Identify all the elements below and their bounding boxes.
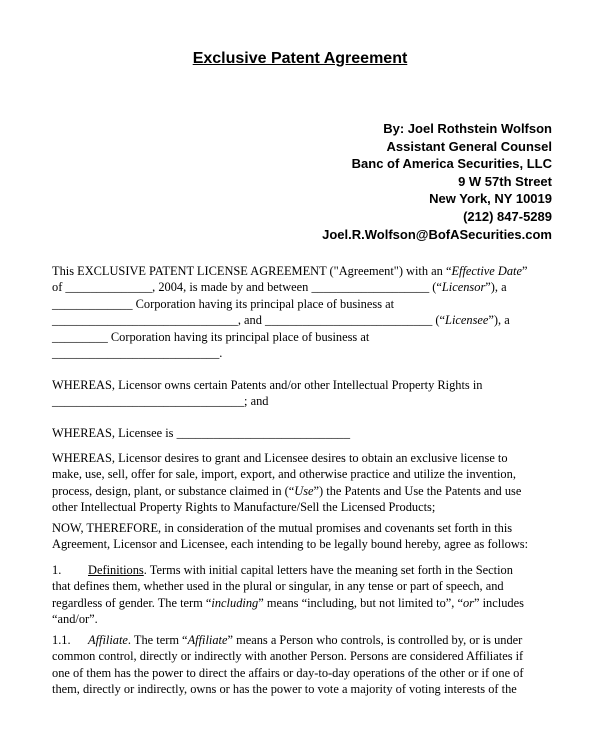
now-therefore-line: NOW, THEREFORE, in consideration of the mutual promises and covenants set forth in this <box>52 521 513 535</box>
section-line: 1.1. Affiliate. The term “Affiliate” means a Person who controls, is controlled by, or is under <box>52 633 523 647</box>
intro-paragraph <box>52 263 562 361</box>
now-therefore-paragraph <box>52 520 562 553</box>
section-heading: Definitions <box>88 563 144 577</box>
section-definitions <box>52 562 562 628</box>
whereas-line: WHEREAS, Licensor desires to grant and Licensee desires to obtain an exclusive license to <box>52 451 508 465</box>
section-line: “and/or”. <box>52 612 98 627</box>
section-line: them, directly or indirectly, owns or has the power to vote a majority of voting interests of the <box>52 682 517 697</box>
intro-line: ______________________________, and ___________________________ (“Licensee”), a <box>52 313 510 328</box>
document-title: Exclusive Patent Agreement <box>192 50 408 67</box>
whereas-paragraph-2 <box>52 425 562 441</box>
whereas-line: make, use, sell, offer for sale, import, export, and otherwise practice and utilize the invention, <box>52 467 516 482</box>
author-company: Banc of America Securities, LLC <box>351 156 552 172</box>
author-role: Assistant General Counsel <box>386 138 552 154</box>
whereas-paragraph-3 <box>52 450 562 516</box>
intro-line: _________ Corporation having its principal place of business at <box>52 329 370 344</box>
section-term: Affiliate <box>88 633 128 647</box>
whereas-line: WHEREAS, Licensee is ____________________________ <box>52 426 351 440</box>
intro-line: _____________ Corporation having its principal place of business at <box>52 296 395 311</box>
intro-line: This EXCLUSIVE PATENT LICENSE AGREEMENT ("Agreement") with an “Effective Date” <box>52 264 528 278</box>
section-line: regardless of gender. The term “including” means “including, but not limited to”, “or” includes <box>52 595 524 610</box>
section-line: that defines them, whether used in the plural or singular, in any tense or part of speech, and <box>52 579 504 594</box>
section-number: 1.1. <box>52 633 71 647</box>
author-phone: (212) 847-5289 <box>463 208 552 224</box>
author-street: 9 W 57th Street <box>458 173 552 189</box>
section-affiliate <box>52 632 562 698</box>
whereas-paragraph-1 <box>52 377 562 410</box>
intro-line: ___________________________. <box>52 346 223 361</box>
author-email: Joel.R.Wolfson@BofASecurities.com <box>322 226 552 242</box>
section-line: one of them has the power to direct the affairs or day-to-day operations of the other or if one of <box>52 665 524 680</box>
section-number: 1. <box>52 563 62 577</box>
now-therefore-line: Agreement, Licensor and Licensee, each intending to be legally bound hereby, agree as follows: <box>52 537 529 552</box>
author-name: By: Joel Rothstein Wolfson <box>383 121 552 136</box>
section-line: 1. Definitions. Terms with initial capital letters have the meaning set forth in the Section <box>52 563 513 577</box>
whereas-line: other Intellectual Property Rights to Manufacture/Sell the Licensed Products; <box>52 500 436 515</box>
whereas-line: _______________________________; and <box>52 394 269 409</box>
whereas-line: WHEREAS, Licensor owns certain Patents and/or other Intellectual Property Rights in <box>52 378 483 392</box>
whereas-line: process, design, plant, or substance claimed in (“Use”) the Patents and Use the Patents and use <box>52 483 522 498</box>
section-line: common control, directly or indirectly with another Person. Persons are considered Affiliates if <box>52 649 524 664</box>
author-city: New York, NY 10019 <box>429 191 552 207</box>
intro-line: of ______________, 2004, is made by and between ___________________ (“Licensor”), a <box>52 280 507 295</box>
author-block <box>322 120 552 243</box>
